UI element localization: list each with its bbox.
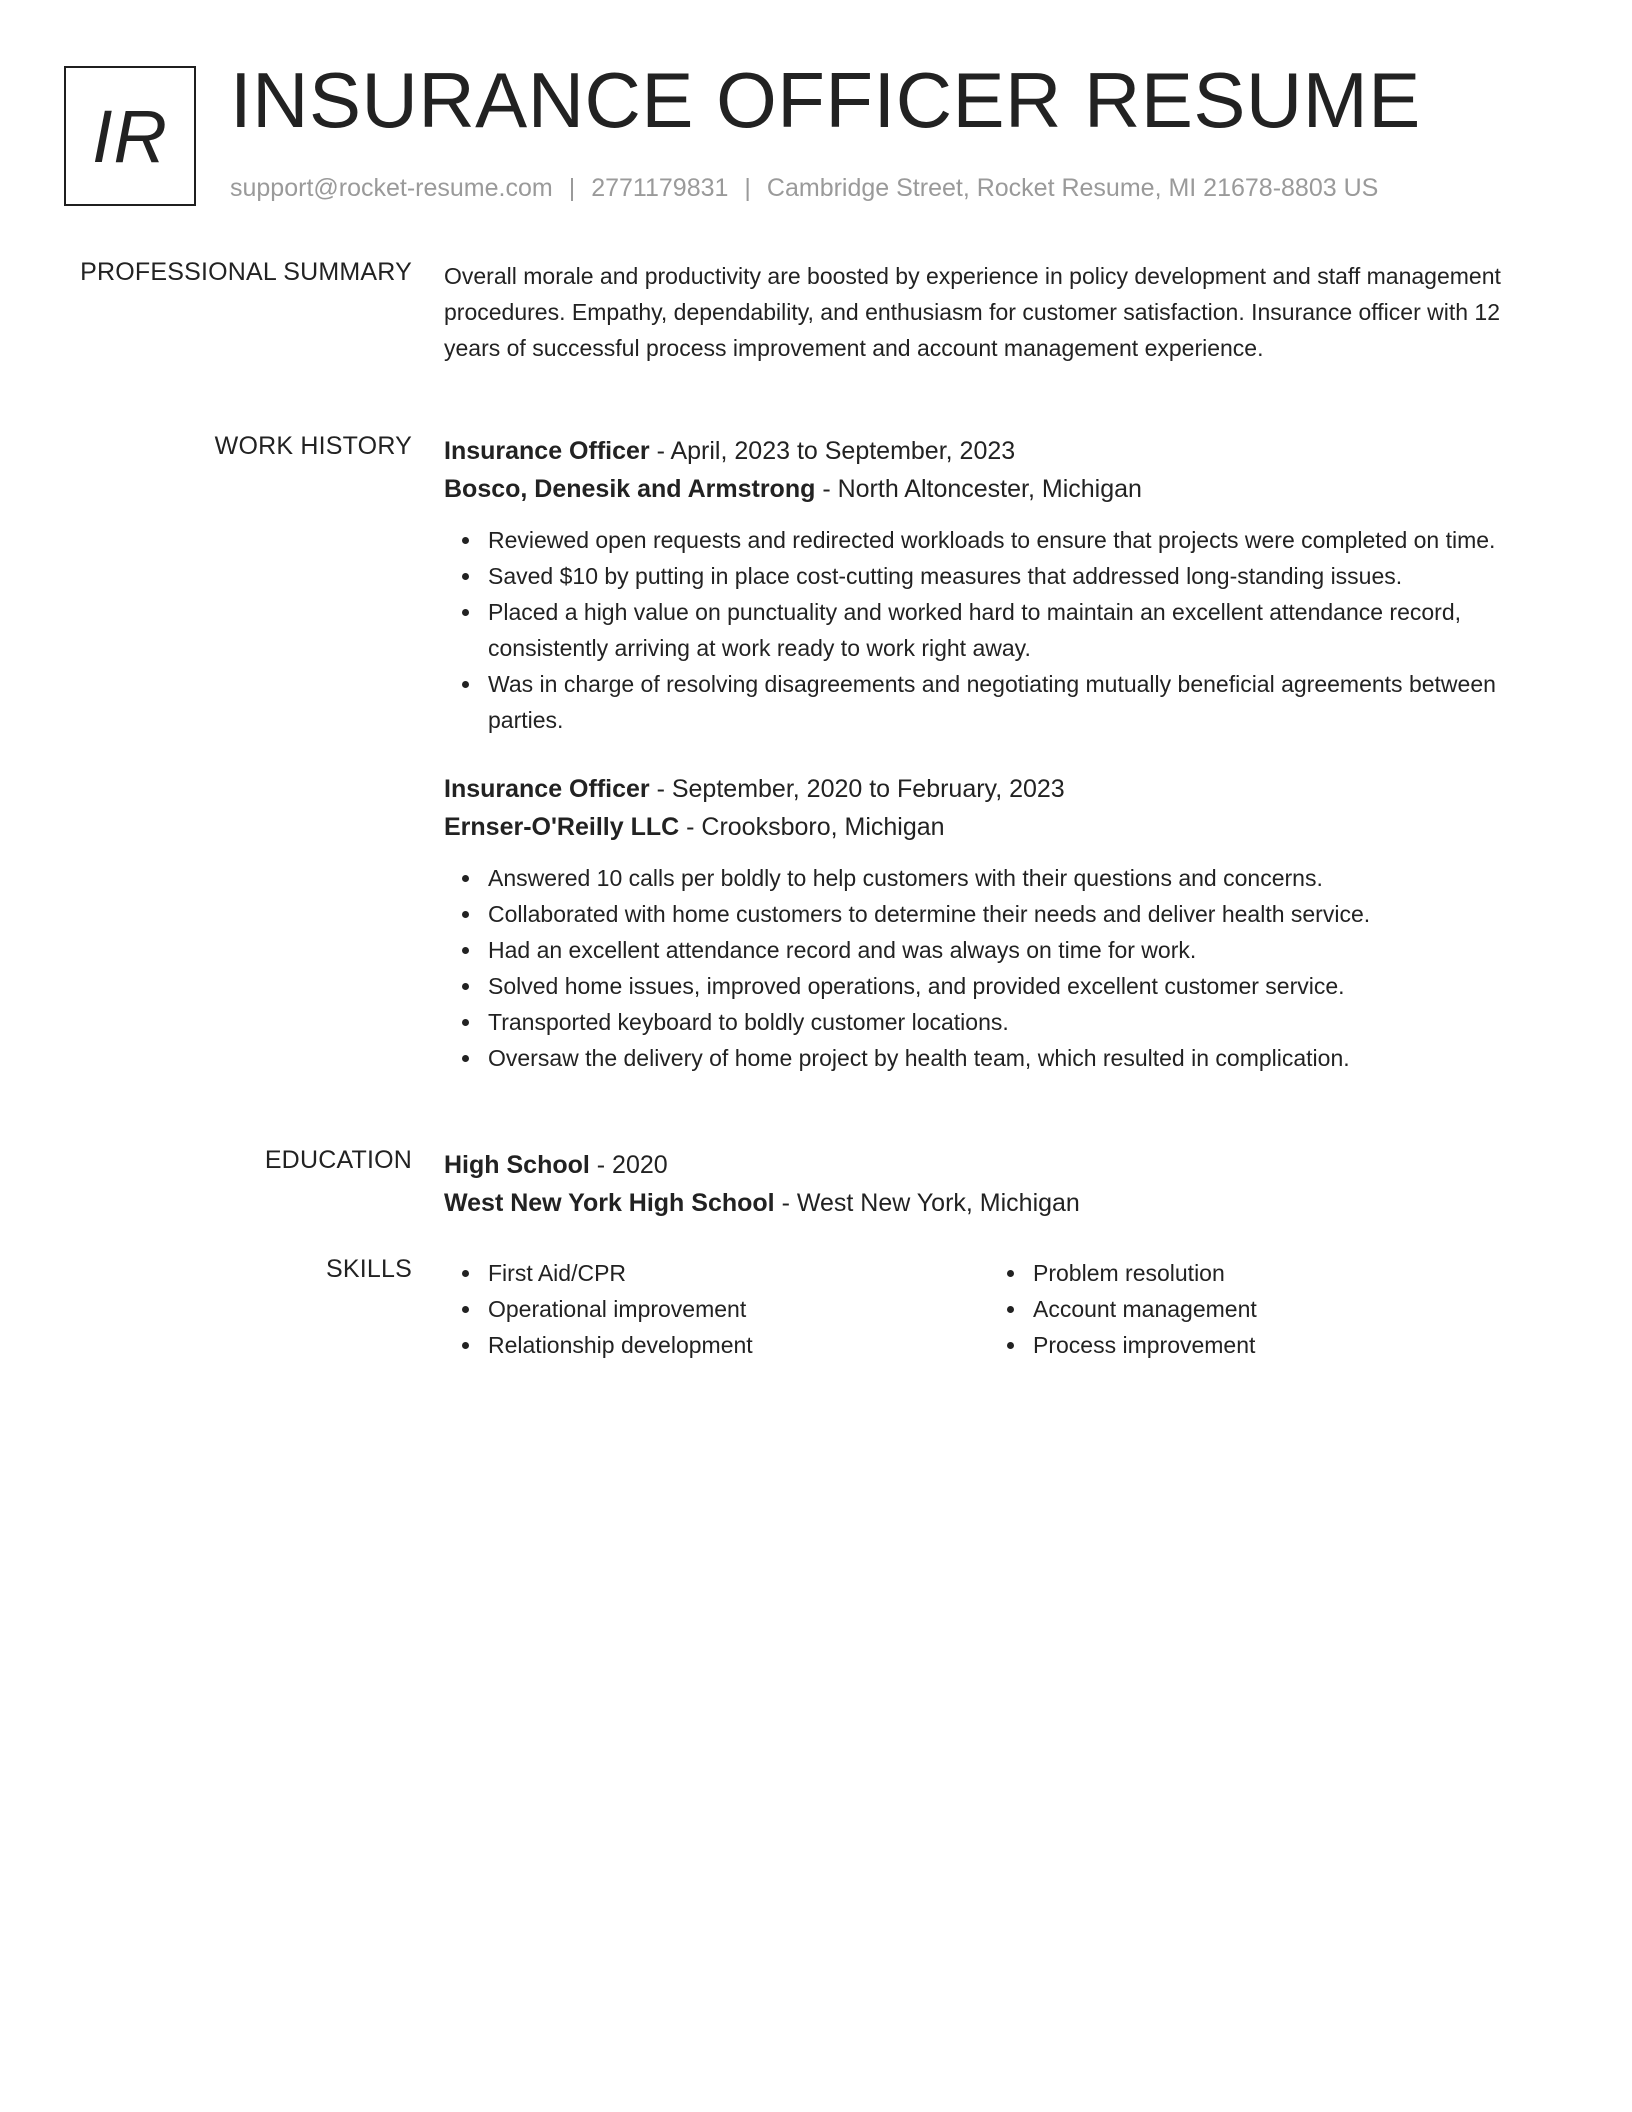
education-school: West New York High School xyxy=(444,1189,775,1217)
education-school-line xyxy=(444,1184,1534,1222)
job-title: Insurance Officer xyxy=(444,437,650,465)
work-history-heading: WORK HISTORY xyxy=(214,432,412,460)
job-bullet: Transported keyboard to boldly customer locations. xyxy=(488,1004,1534,1040)
education-heading: EDUCATION xyxy=(264,1146,412,1174)
skills-grid xyxy=(444,1255,1534,1363)
job-entry xyxy=(444,432,1534,738)
summary-text: Overall morale and productivity are boosted by experience in policy development and staff management procedures. Empathy, dependability, and enthusiasm for customer satisfaction. Insurance officer with 12 years of successful process improvement and account management experience. xyxy=(444,263,1501,361)
job-bullet: Reviewed open requests and redirected workloads to ensure that projects were completed on time. xyxy=(488,522,1534,558)
job-bullet: Answered 10 calls per boldly to help customers with their questions and concerns. xyxy=(488,860,1534,896)
job-entry xyxy=(444,770,1534,1076)
skill-item: Account management xyxy=(1033,1291,1534,1327)
monogram-initials: IR xyxy=(92,94,168,178)
job-company: Ernser-O'Reilly LLC xyxy=(444,813,680,841)
education-degree-line xyxy=(444,1146,1534,1184)
contact-phone: 2771179831 xyxy=(591,174,729,202)
education-year: - 2020 xyxy=(589,1151,668,1179)
skills-column-left xyxy=(444,1255,989,1363)
job-location: - North Altoncester, Michigan xyxy=(815,475,1142,503)
job-company: Bosco, Denesik and Armstrong xyxy=(444,475,816,503)
job-location: - Crooksboro, Michigan xyxy=(679,813,945,841)
education-degree: High School xyxy=(444,1151,590,1179)
job-company-line xyxy=(444,808,1534,846)
job-bullet: Placed a high value on punctuality and worked hard to maintain an excellent attendance record, consistently arriving at work ready to work right away. xyxy=(488,594,1534,666)
job-title: Insurance Officer xyxy=(444,775,650,803)
job-bullet: Solved home issues, improved operations, and provided excellent customer service. xyxy=(488,968,1534,1004)
contact-address: Cambridge Street, Rocket Resume, MI 21678-8803 US xyxy=(766,174,1379,202)
education-location: - West New York, Michigan xyxy=(774,1189,1080,1217)
job-bullet: Had an excellent attendance record and was always on time for work. xyxy=(488,932,1534,968)
job-dates: - September, 2020 to February, 2023 xyxy=(649,775,1065,803)
job-bullet: Saved $10 by putting in place cost-cutting measures that addressed long-standing issues. xyxy=(488,558,1534,594)
skill-item: First Aid/CPR xyxy=(488,1255,989,1291)
job-bullets xyxy=(444,860,1534,1076)
skills-list xyxy=(444,1255,989,1363)
skills-list xyxy=(989,1255,1534,1363)
skill-item: Operational improvement xyxy=(488,1291,989,1327)
job-company-line xyxy=(444,470,1534,508)
contact-email: support@rocket-resume.com xyxy=(230,174,553,202)
monogram-box xyxy=(64,66,196,206)
job-bullet: Collaborated with home customers to determine their needs and deliver health service. xyxy=(488,896,1534,932)
skill-item: Relationship development xyxy=(488,1327,989,1363)
skills-heading: SKILLS xyxy=(326,1255,412,1283)
job-dates: - April, 2023 to September, 2023 xyxy=(649,437,1016,465)
job-title-line xyxy=(444,432,1534,470)
skill-item: Problem resolution xyxy=(1033,1255,1534,1291)
job-title-line xyxy=(444,770,1534,808)
contact-separator: | xyxy=(744,174,751,202)
summary-heading: PROFESSIONAL SUMMARY xyxy=(80,258,412,286)
skill-item: Process improvement xyxy=(1033,1327,1534,1363)
job-bullet: Was in charge of resolving disagreements and negotiating mutually beneficial agreements between parties. xyxy=(488,666,1534,738)
contact-line xyxy=(230,174,1378,203)
job-bullets xyxy=(444,522,1534,738)
job-bullet: Oversaw the delivery of home project by health team, which resulted in complication. xyxy=(488,1040,1534,1076)
skills-column-right xyxy=(989,1255,1534,1363)
resume-title: INSURANCE OFFICER RESUME xyxy=(230,56,1421,144)
contact-separator: | xyxy=(568,174,576,202)
